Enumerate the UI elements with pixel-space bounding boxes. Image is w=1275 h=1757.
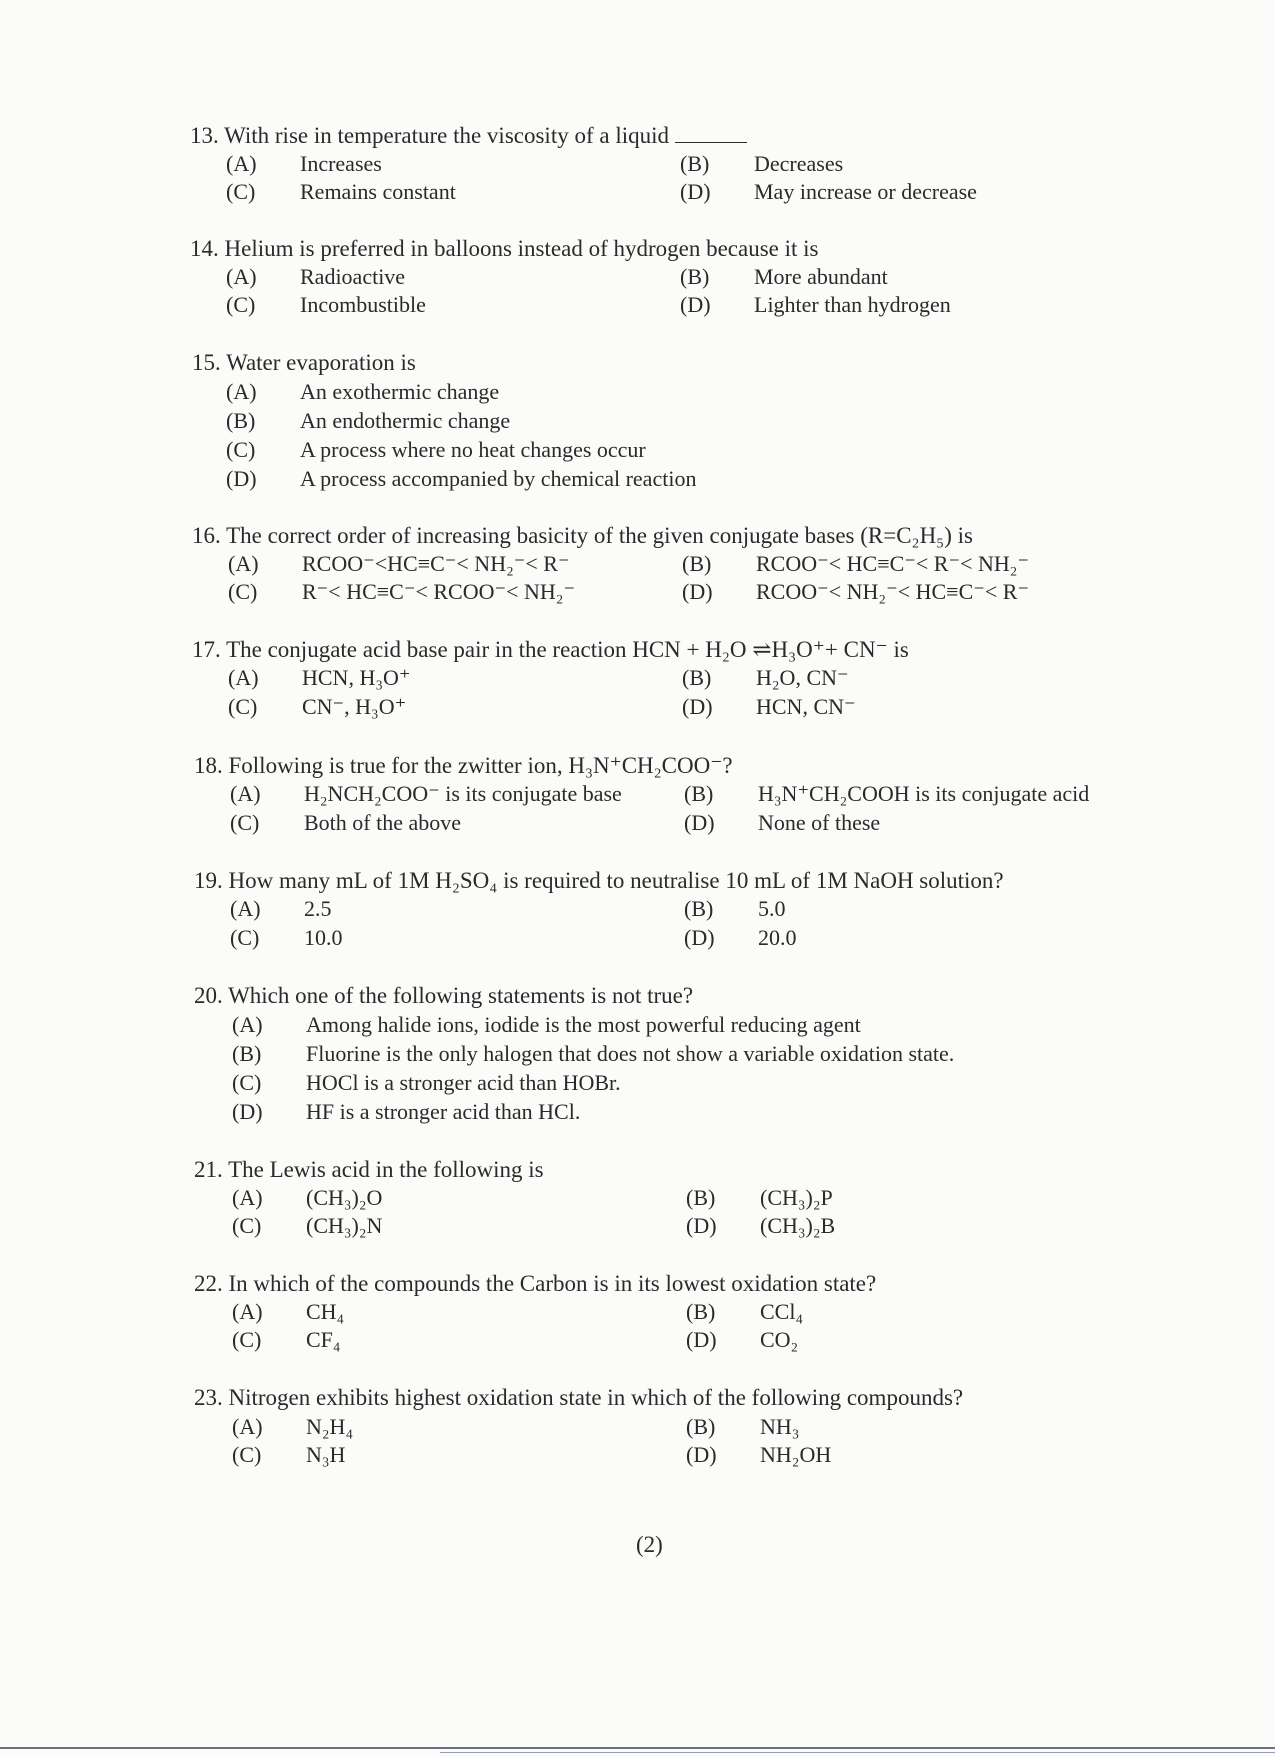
option-d <box>680 178 977 206</box>
option-b <box>686 1184 833 1212</box>
option-text: An endothermic change <box>300 408 511 433</box>
question-stem: 16. The correct order of increasing basicity of the given conjugate bases (R=C₂H₅) is <box>192 523 973 548</box>
option-text: CF₄ <box>306 1327 341 1352</box>
bottom-divider <box>0 1747 1275 1749</box>
option-a <box>228 664 411 692</box>
option-c <box>232 1326 341 1354</box>
option-text: (CH₃)₂B <box>760 1213 836 1238</box>
option-letter: (B) <box>682 551 712 576</box>
option-text: H₂NCH₂COO⁻ is its conjugate base <box>304 781 622 806</box>
option-text: Both of the above <box>304 810 462 835</box>
option-c <box>226 436 646 464</box>
option-text: Among halide ions, iodide is the most powerful reducing agent <box>306 1012 861 1037</box>
option-text: CO₂ <box>760 1327 799 1352</box>
option-letter: (D) <box>686 1327 717 1352</box>
option-text: An exothermic change <box>300 379 500 404</box>
option-text: RCOO⁻< HC≡C⁻< R⁻< NH₂⁻ <box>756 551 1030 576</box>
option-d <box>684 809 880 837</box>
question-stem: 18. Following is true for the zwitter ion, H₃N⁺CH₂COO⁻? <box>194 753 733 778</box>
option-text: NH₂OH <box>760 1442 832 1467</box>
question-stem: 15. Water evaporation is <box>192 350 416 375</box>
option-c <box>226 178 456 206</box>
option-text: N₃H <box>306 1442 346 1467</box>
option-letter: (A) <box>226 379 257 404</box>
option-letter: (B) <box>232 1041 262 1066</box>
option-text: A process where no heat changes occur <box>300 437 646 462</box>
option-letter: (D) <box>680 292 711 317</box>
option-letter: (A) <box>232 1185 263 1210</box>
option-text: CCl₄ <box>760 1299 804 1324</box>
option-b <box>684 780 1089 808</box>
option-letter: (B) <box>680 264 710 289</box>
option-text: NH₃ <box>760 1414 800 1439</box>
option-letter: (D) <box>232 1099 263 1124</box>
option-letter: (A) <box>228 551 259 576</box>
option-b <box>686 1413 799 1441</box>
option-text: HCN, CN⁻ <box>756 694 856 719</box>
option-d <box>686 1326 798 1354</box>
option-text: 20.0 <box>758 925 797 950</box>
option-letter: (C) <box>232 1442 262 1467</box>
option-b <box>682 664 849 692</box>
option-a <box>232 1413 353 1441</box>
option-c <box>228 578 575 606</box>
option-a <box>232 1011 861 1039</box>
question-stem: 19. How many mL of 1M H₂SO₄ is required to neutralise 10 mL of 1M NaOH solution? <box>194 868 1004 893</box>
option-c <box>226 291 426 319</box>
option-letter: (B) <box>680 151 710 176</box>
option-b <box>232 1040 954 1068</box>
question-stem: 21. The Lewis acid in the following is <box>194 1157 544 1182</box>
option-b <box>684 895 786 923</box>
question-stem: 23. Nitrogen exhibits highest oxidation state in which of the following compounds? <box>194 1385 964 1410</box>
option-text: HF is a stronger acid than HCl. <box>306 1099 581 1124</box>
option-letter: (C) <box>230 925 260 950</box>
question-stem <box>190 122 747 150</box>
question-stem: 22. In which of the compounds the Carbon is in its lowest oxidation state? <box>194 1271 877 1296</box>
option-b <box>680 263 888 291</box>
option-letter: (A) <box>226 151 257 176</box>
option-letter: (B) <box>686 1299 716 1324</box>
option-d <box>682 578 1029 606</box>
option-text: Fluorine is the only halogen that does not show a variable oxidation state. <box>306 1041 955 1066</box>
option-d <box>226 465 696 493</box>
option-text: A process accompanied by chemical reaction <box>300 466 697 491</box>
option-letter: (A) <box>232 1414 263 1439</box>
option-letter: (B) <box>684 896 714 921</box>
option-c <box>230 924 343 952</box>
question-stem: 20. Which one of the following statements is not true? <box>194 983 694 1008</box>
option-letter: (D) <box>686 1442 717 1467</box>
option-letter: (C) <box>232 1327 262 1352</box>
option-letter: (C) <box>228 694 258 719</box>
option-text: HCN, H₃O⁺ <box>302 665 411 690</box>
option-text: N₂H₄ <box>306 1414 354 1439</box>
option-text: 2.5 <box>304 896 332 921</box>
question-text: 13. With rise in temperature the viscosity of a liquid <box>190 123 669 148</box>
option-letter: (A) <box>226 264 257 289</box>
bottom-divider-secondary <box>440 1752 1275 1753</box>
option-text: May increase or decrease <box>754 179 977 204</box>
option-b <box>686 1298 803 1326</box>
option-text: (CH₃)₂P <box>760 1185 833 1210</box>
option-text: CN⁻, H₃O⁺ <box>302 694 407 719</box>
option-b <box>682 550 1029 578</box>
option-letter: (A) <box>230 781 261 806</box>
option-letter: (D) <box>226 466 257 491</box>
page-number: (2) <box>636 1532 663 1557</box>
option-text: (CH₃)₂N <box>306 1213 383 1238</box>
option-text: Incombustible <box>300 292 426 317</box>
option-text: 10.0 <box>304 925 343 950</box>
option-text: CH₄ <box>306 1299 345 1324</box>
option-a <box>228 550 570 578</box>
option-b <box>226 407 510 435</box>
option-letter: (C) <box>226 179 256 204</box>
answer-blank <box>675 124 747 143</box>
option-d <box>684 924 797 952</box>
option-text: R⁻< HC≡C⁻< RCOO⁻< NH₂⁻ <box>302 579 576 604</box>
question-stem: 14. Helium is preferred in balloons instead of hydrogen because it is <box>190 236 819 261</box>
option-letter: (B) <box>684 781 714 806</box>
option-text: H₃N⁺CH₂COOH is its conjugate acid <box>758 781 1090 806</box>
question-stem: 17. The conjugate acid base pair in the reaction HCN + H₂O ⇌H₃O⁺+ CN⁻ is <box>192 637 909 662</box>
option-letter: (D) <box>680 179 711 204</box>
option-d <box>686 1212 835 1240</box>
option-text: RCOO⁻<HC≡C⁻< NH₂⁻< R⁻ <box>302 551 570 576</box>
option-text: Increases <box>300 151 382 176</box>
option-a <box>230 895 332 923</box>
option-letter: (A) <box>228 665 259 690</box>
option-d <box>680 291 951 319</box>
option-text: (CH₃)₂O <box>306 1185 383 1210</box>
option-c <box>230 809 461 837</box>
option-letter: (C) <box>228 579 258 604</box>
option-c <box>228 693 406 721</box>
option-letter: (C) <box>230 810 260 835</box>
option-text: RCOO⁻< NH₂⁻< HC≡C⁻< R⁻ <box>756 579 1030 604</box>
option-a <box>232 1184 382 1212</box>
option-letter: (C) <box>226 437 256 462</box>
option-a <box>232 1298 344 1326</box>
option-d <box>232 1098 580 1126</box>
option-d <box>682 693 856 721</box>
option-d <box>686 1441 831 1469</box>
option-letter: (B) <box>686 1414 716 1439</box>
option-letter: (C) <box>232 1070 262 1095</box>
option-a <box>226 150 382 178</box>
option-letter: (B) <box>226 408 256 433</box>
option-letter: (C) <box>232 1213 262 1238</box>
option-letter: (D) <box>682 579 713 604</box>
option-text: Radioactive <box>300 264 406 289</box>
option-letter: (C) <box>226 292 256 317</box>
option-letter: (A) <box>232 1012 263 1037</box>
option-a <box>230 780 622 808</box>
option-c <box>232 1069 621 1097</box>
option-letter: (A) <box>232 1299 263 1324</box>
option-letter: (A) <box>230 896 261 921</box>
option-letter: (D) <box>686 1213 717 1238</box>
option-c <box>232 1212 382 1240</box>
option-letter: (B) <box>682 665 712 690</box>
option-text: Decreases <box>754 151 844 176</box>
option-text: None of these <box>758 810 881 835</box>
option-a <box>226 378 499 406</box>
option-text: Remains constant <box>300 179 456 204</box>
option-text: 5.0 <box>758 896 786 921</box>
option-a <box>226 263 405 291</box>
option-text: H₂O, CN⁻ <box>756 665 849 690</box>
option-letter: (D) <box>684 925 715 950</box>
option-b <box>680 150 843 178</box>
option-text: HOCl is a stronger acid than HOBr. <box>306 1070 621 1095</box>
option-c <box>232 1441 345 1469</box>
option-letter: (B) <box>686 1185 716 1210</box>
option-text: Lighter than hydrogen <box>754 292 951 317</box>
option-text: More abundant <box>754 264 888 289</box>
option-letter: (D) <box>684 810 715 835</box>
option-letter: (D) <box>682 694 713 719</box>
